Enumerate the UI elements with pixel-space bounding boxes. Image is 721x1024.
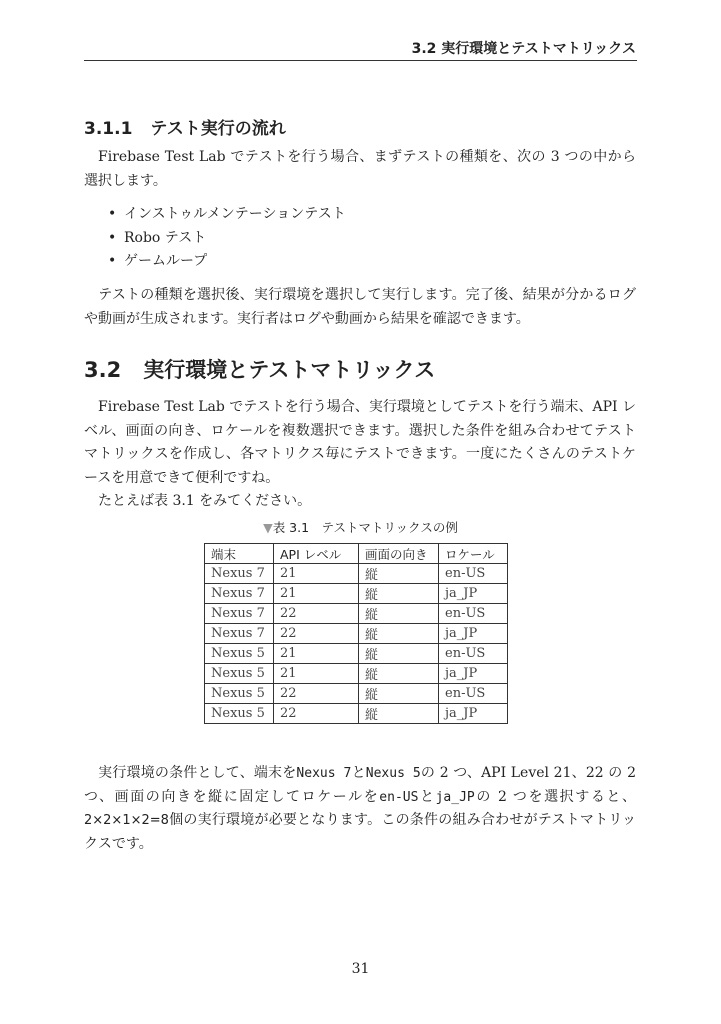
section-title: 実行環境とテストマトリックス xyxy=(143,358,436,382)
paragraph xyxy=(84,146,636,193)
table-cell: ja_JP xyxy=(439,664,508,684)
table-row xyxy=(205,564,508,584)
table-cell: en-US xyxy=(439,604,508,624)
table-cell: 21 xyxy=(274,644,359,664)
table-cell: Nexus 5 xyxy=(205,684,274,704)
table-row xyxy=(205,604,508,624)
table-cell: 縦 xyxy=(359,704,439,724)
table-header-row xyxy=(205,544,508,564)
paragraph-text: テストの種類を選択後、実行環境を選択して実行します。完了後、結果が分かるログや動画が生成されます。実行者はログや動画から結果を確認できます。 xyxy=(84,287,636,327)
table-row xyxy=(205,644,508,664)
running-header: 3.2 実行環境とテストマトリックス xyxy=(411,41,636,57)
table-cell: 21 xyxy=(274,664,359,684)
code-text: ja_JP xyxy=(435,789,475,805)
table-cell: Nexus 5 xyxy=(205,664,274,684)
column-header: 画面の向き xyxy=(359,544,439,564)
table-row xyxy=(205,684,508,704)
formula-text: 2×2×1×2=8 xyxy=(84,813,169,828)
section-number: 3.1.1 xyxy=(84,119,133,139)
header-rule xyxy=(84,60,637,61)
table-cell: 縦 xyxy=(359,604,439,624)
code-text: en-US xyxy=(379,789,419,805)
table-cell: 22 xyxy=(274,684,359,704)
table-row xyxy=(205,584,508,604)
text: と xyxy=(418,788,436,805)
paragraph-text: Firebase Test Lab でテストを行う場合、実行環境としてテストを行う端末、API レベル、画面の向き、ロケールを複数選択できます。選択した条件を組み合わせてテストマトリックスを作成し、各マトリクス毎にテストできます。一度にたくさんのテストケースを用意できて便利ですね。 xyxy=(84,399,636,486)
test-type-list xyxy=(108,203,346,274)
table-cell: 21 xyxy=(274,584,359,604)
table-cell: en-US xyxy=(439,644,508,664)
code-text: Nexus 7 xyxy=(296,766,352,781)
paragraph xyxy=(84,396,636,514)
section-title: テスト実行の流れ xyxy=(150,119,286,139)
table-cell: 22 xyxy=(274,624,359,644)
table-cell: Nexus 5 xyxy=(205,704,274,724)
list-item: • インストゥルメンテーションテスト xyxy=(108,203,346,227)
code-text: Nexus 5 xyxy=(365,766,421,781)
column-header: 端末 xyxy=(205,544,274,564)
table-cell: Nexus 7 xyxy=(205,564,274,584)
table-cell: ja_JP xyxy=(439,704,508,724)
text: の 2 つを選択すると、 xyxy=(474,788,636,805)
table-cell: 21 xyxy=(274,564,359,584)
table-row xyxy=(205,704,508,724)
table-cell: 22 xyxy=(274,604,359,624)
table-caption xyxy=(0,518,721,536)
table-cell: 縦 xyxy=(359,624,439,644)
table-cell: Nexus 7 xyxy=(205,604,274,624)
column-header: API レベル xyxy=(274,544,359,564)
table-cell: Nexus 7 xyxy=(205,584,274,604)
table-cell: Nexus 7 xyxy=(205,624,274,644)
table-cell: 縦 xyxy=(359,564,439,584)
section-heading-3-1-1 xyxy=(84,114,286,139)
text: 実行環境の条件として、端末を xyxy=(98,765,297,781)
table-cell: ja_JP xyxy=(439,584,508,604)
conclusion-paragraph xyxy=(84,762,636,856)
table-row xyxy=(205,624,508,644)
caption-triangle-icon: ▼ xyxy=(263,520,273,535)
table-cell: en-US xyxy=(439,684,508,704)
table-cell: 縦 xyxy=(359,584,439,604)
table-cell: Nexus 5 xyxy=(205,644,274,664)
paragraph-text: Firebase Test Lab でテストを行う場合、まずテストの種類を、次の 3 つの中から選択します。 xyxy=(84,149,636,189)
section-heading-3-2 xyxy=(84,354,435,384)
list-item: • Robo テスト xyxy=(108,227,346,251)
section-number: 3.2 xyxy=(84,358,122,382)
test-matrix-table xyxy=(204,543,508,724)
page-number: 31 xyxy=(351,961,370,977)
paragraph-text: たとえば表 3.1 をみてください。 xyxy=(98,493,312,509)
table-cell: 縦 xyxy=(359,664,439,684)
caption-text: 表 3.1 テストマトリックスの例 xyxy=(272,520,458,535)
list-item: • ゲームループ xyxy=(108,250,346,274)
paragraph xyxy=(84,284,636,331)
table-cell: en-US xyxy=(439,564,508,584)
text: と xyxy=(351,765,366,781)
table-cell: 縦 xyxy=(359,644,439,664)
table-cell: 縦 xyxy=(359,684,439,704)
table-cell: 22 xyxy=(274,704,359,724)
column-header: ロケール xyxy=(439,544,508,564)
table-cell: ja_JP xyxy=(439,624,508,644)
table-row xyxy=(205,664,508,684)
text: の 2 つ、API Level 21、22 の 2 つ、画面の向きを縦に固定してロケールを xyxy=(84,765,636,805)
text: 個の実行環境が必要となります。この条件の組み合わせがテストマトリックスです。 xyxy=(84,812,636,852)
